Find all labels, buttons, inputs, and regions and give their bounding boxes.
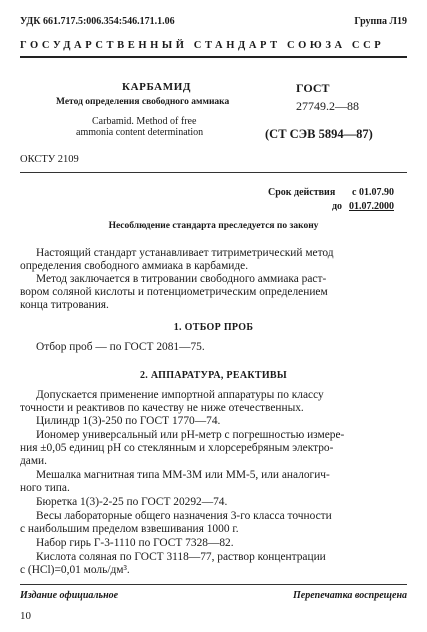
text-line: ния ±0,05 единиц pH со стеклянным и хлорсеребряным электро- <box>20 442 334 455</box>
section-2-paragraph <box>20 537 407 550</box>
text-line: Цилиндр 1(3)-250 по ГОСТ 1770—74. <box>36 415 221 427</box>
text-line: Настоящий стандарт устанавливает титриметрический метод <box>36 247 334 259</box>
validity-label: Срок действия <box>268 187 336 198</box>
section-1-heading: 1. ОТБОР ПРОБ <box>173 322 254 333</box>
section-2-paragraph <box>20 389 407 415</box>
intro-paragraph-1 <box>20 247 407 273</box>
text-line: определения свободного аммиака в карбамиде. <box>20 260 249 273</box>
udk-code: УДК 661.717.5:006.354:546.171.1.06 <box>20 16 175 27</box>
text-line: Кислота соляная по ГОСТ 3118—77, раствор концентрации <box>36 551 326 563</box>
text-line: Весы лабораторные общего назначения 3-го класса точности <box>36 510 332 522</box>
text-line: Метод заключается в титровании свободного аммиака раст- <box>36 273 327 285</box>
gost-label: ГОСТ <box>296 81 330 95</box>
text-line: с (HCl)=0,01 моль/дм³. <box>20 564 130 577</box>
reprint-notice: Перепечатка воспрещена <box>293 590 407 601</box>
text-line: ного типа. <box>20 482 70 495</box>
validity-to-date: 01.07.2000 <box>349 201 394 212</box>
section-2-heading: 2. АППАРАТУРА, РЕАКТИВЫ <box>139 370 288 381</box>
text-line: вором соляной кислоты и потенциометрическим определением <box>20 286 328 299</box>
section-2-paragraph <box>20 551 407 577</box>
title-rule <box>20 172 407 173</box>
english-title-line-1: Carbamid. Method of free <box>92 116 197 127</box>
intro-paragraph-2 <box>20 273 407 313</box>
text-line: Мешалка магнитная типа ММ-3М или ММ-5, или аналогич- <box>36 469 330 481</box>
section-2-paragraph <box>20 496 407 509</box>
section-2-paragraph <box>20 469 407 495</box>
okstu-code: ОКСТУ 2109 <box>20 154 79 165</box>
gost-number: 27749.2—88 <box>296 99 359 113</box>
state-standard-banner: ГОСУДАРСТВЕННЫЙ СТАНДАРТ СОЮЗА ССР <box>20 40 385 51</box>
text-line: Иономер универсальный или pH-метр с погрешностью измере- <box>36 429 345 441</box>
text-line: точности и реактивов по качеству не ниже отечественных. <box>20 402 304 415</box>
legal-notice: Несоблюдение стандарта преследуется по закону <box>108 221 319 231</box>
validity-to-prefix: до <box>332 201 343 212</box>
document-subtitle: Метод определения свободного аммиака <box>56 97 230 107</box>
section-2-paragraph <box>20 415 407 428</box>
text-line: Допускается применение импортной аппаратуры по классу <box>36 389 324 401</box>
text-line: конца титрования. <box>20 299 109 312</box>
section-2-paragraph <box>20 429 407 469</box>
document-title: КАРБАМИД <box>122 81 192 93</box>
validity-from: с 01.07.90 <box>352 187 394 198</box>
text-line: дами. <box>20 455 48 468</box>
page-number: 10 <box>20 610 31 622</box>
group-code: Группа Л19 <box>354 16 407 27</box>
text-line: Бюретка 1(3)-2-25 по ГОСТ 20292—74. <box>36 496 228 508</box>
header-rule <box>20 56 407 58</box>
footer-rule <box>20 584 407 585</box>
section-1-text: Отбор проб — по ГОСТ 2081—75. <box>36 341 205 353</box>
text-line: с наибольшим пределом взвешивания 1000 г. <box>20 523 239 536</box>
section-2-paragraph <box>20 510 407 536</box>
english-title-line-2: ammonia content determination <box>76 127 204 138</box>
official-edition-label: Издание официальное <box>20 590 119 601</box>
text-line: Набор гирь Г-3-1110 по ГОСТ 7328—82. <box>36 537 234 549</box>
st-sev-number: (СТ СЭВ 5894—87) <box>265 127 373 141</box>
